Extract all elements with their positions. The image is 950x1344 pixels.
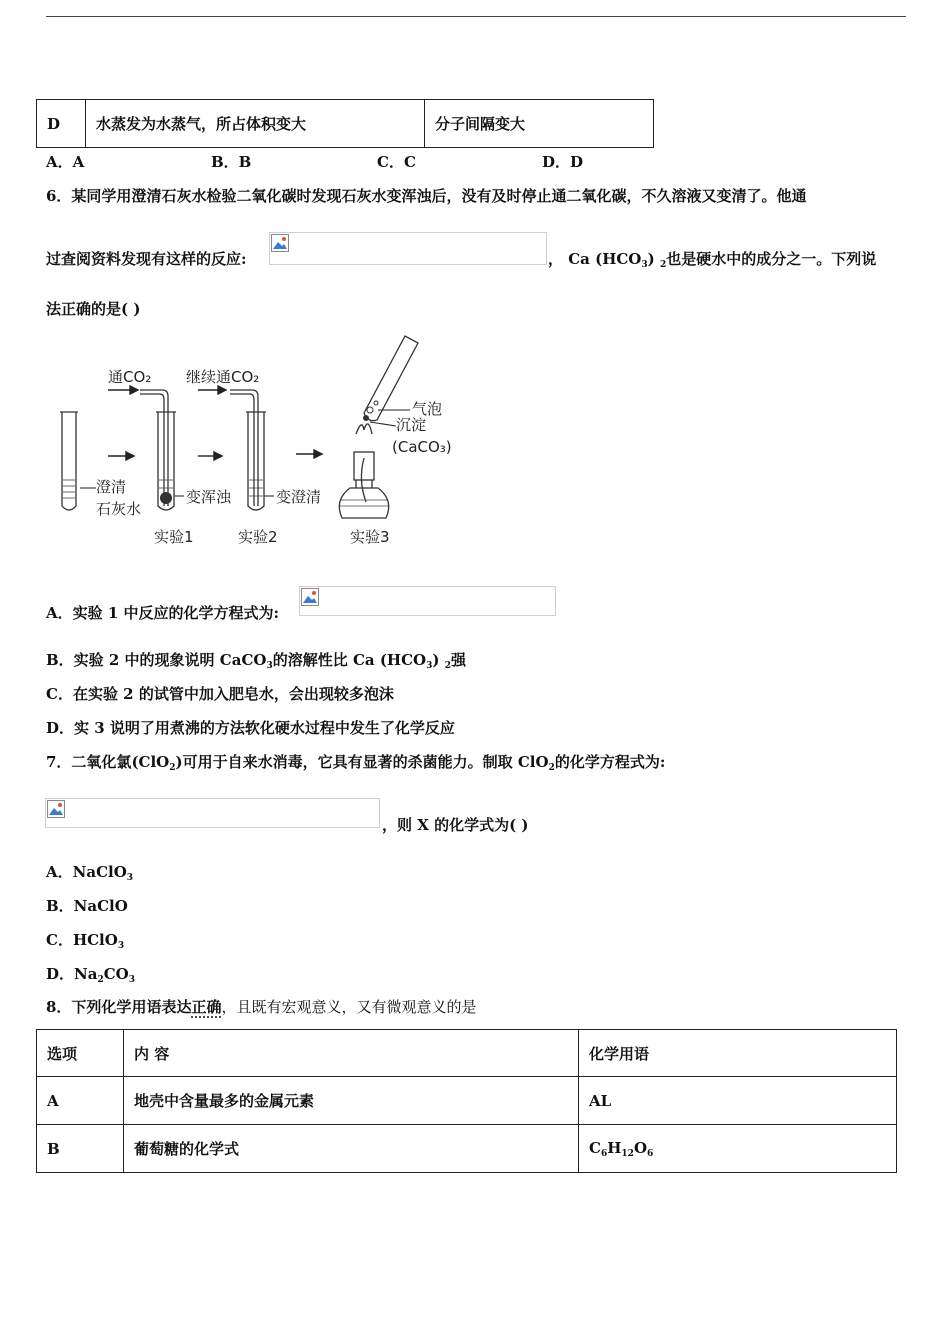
table-cell-option: B [37,1125,124,1173]
table-header-content: 内 容 [124,1030,579,1077]
q7-option-c [46,929,124,951]
label-caco3: (CaCO₃) [392,438,452,456]
table-cell-content: 葡萄糖的化学式 [124,1125,579,1173]
q6-stem-line3: 法正确的是( ) [46,300,141,318]
option-text: CO [103,965,129,983]
label-bubble: 气泡 [412,400,443,418]
precipitate-icon [160,492,172,504]
label-co2: 通CO₂ [108,368,152,386]
label-turbid: 变浑浊 [186,488,232,506]
top-table [36,99,654,148]
label-limewater-2: 石灰水 [96,500,142,518]
test-tube-icon [248,412,264,510]
option-text: ) [432,651,440,669]
subscript: 6 [600,1148,608,1159]
subscript: 3 [128,975,135,985]
label-exp3: 实验3 [350,528,390,546]
table-row [37,100,654,148]
option-text: B．实验 2 中的现象说明 CaCO [46,651,267,669]
equation-image-placeholder [269,232,547,265]
table-cell-letter: D [37,100,86,148]
subscript: 2 [660,260,667,270]
q6-formula-text: ， Ca (HCO [548,250,642,268]
stem-text: ，且既有宏观意义，又有微观意义的是 [221,998,477,1016]
label-clear: 变澄清 [276,488,322,506]
table-header-row [37,1030,897,1077]
option-text: 强 [450,651,466,669]
q6-option-c: C．在实验 2 的试管中加入肥皂水，会出现较多泡沫 [46,685,394,703]
q7-option-b: B．NaClO [46,897,128,915]
table-row [37,1077,897,1125]
option-text: A．NaClO [46,863,127,881]
q8-table [36,1029,897,1173]
option-d: D．D [542,153,584,171]
q6-stem-line2-pre: 过查阅资料发现有这样的反应: [46,250,247,268]
option-c: C．C [377,153,416,171]
table-header-option: 选项 [37,1030,124,1077]
q6-option-d: D．实 3 说明了用煮沸的方法软化硬水过程中发生了化学反应 [46,719,455,737]
label-exp1: 实验1 [154,528,194,546]
option-a: A．A [46,153,85,171]
test-tube-icon [62,412,76,510]
experiment-figure [50,330,470,552]
q6-stem-line2-post [548,248,876,270]
option-text: 的溶解性比 Ca (HCO [272,651,427,669]
q6-formula-text: 也是硬水中的成分之一。下列说 [666,250,877,268]
subscript: 3 [426,661,433,671]
subscript: 3 [117,941,125,951]
table-cell-content: 地壳中含量最多的金属元素 [124,1077,579,1125]
label-more-co2: 继续通CO₂ [186,368,260,386]
equation-image-placeholder [299,586,556,616]
option-b: B．B [211,153,252,171]
q7-option-d [46,963,135,985]
option-text: C．HClO [46,931,118,949]
formula-part: O [633,1138,648,1157]
q7-option-a [46,861,133,883]
formula-part: C [589,1138,601,1157]
subscript: 3 [641,260,648,270]
option-text: D．Na [46,965,98,983]
broken-image-icon [47,800,65,818]
label-exp2: 实验2 [238,528,278,546]
q6-stem-line1: 6．某同学用澄清石灰水检验二氧化碳时发现石灰水变浑浊后，没有及时停止通二氧化碳，不久溶液又变清了。他通 [46,187,807,205]
alcohol-lamp-icon [339,488,388,518]
broken-image-icon [271,234,289,252]
subscript: 2 [444,661,451,671]
subscript: 3 [266,661,273,671]
stem-text: 的化学方程式为: [554,753,666,771]
stem-emphasis: 正确 [191,998,222,1016]
subscript: 2 [97,975,104,985]
q7-stem-line2: ，则 X 的化学式为( ) [382,816,529,834]
q6-option-b [46,649,466,671]
table-cell-phenomenon: 水蒸发为水蒸气，所占体积变大 [86,100,425,148]
label-limewater-1: 澄清 [96,478,127,496]
stem-text: )可用于自来水消毒，它具有显著的杀菌能力。制取 ClO [175,753,549,771]
label-precipitate: 沉淀 [396,416,427,434]
stem-text: 8．下列化学用语表达 [46,998,192,1016]
q6-formula-text: ) [647,250,655,268]
header-rule [46,16,906,17]
equation-image-placeholder [45,798,380,828]
q7-stem-line1 [46,751,665,773]
q6-option-a: A．实验 1 中反应的化学方程式为: [46,604,280,622]
table-cell-term: AL [579,1077,897,1125]
subscript: 6 [647,1148,654,1159]
subscript: 3 [126,873,134,883]
subscript: 2 [169,763,176,773]
subscript: 12 [621,1148,634,1159]
table-row [37,1125,897,1173]
table-cell-option: A [37,1077,124,1125]
formula-part: H [607,1138,622,1157]
table-cell-term [579,1125,897,1173]
q8-stem [46,996,476,1017]
table-header-term: 化学用语 [579,1030,897,1077]
stem-text: 7．二氧化氯(ClO [46,753,170,771]
broken-image-icon [301,588,319,606]
table-cell-explanation: 分子间隔变大 [425,100,654,148]
subscript: 2 [548,763,555,773]
